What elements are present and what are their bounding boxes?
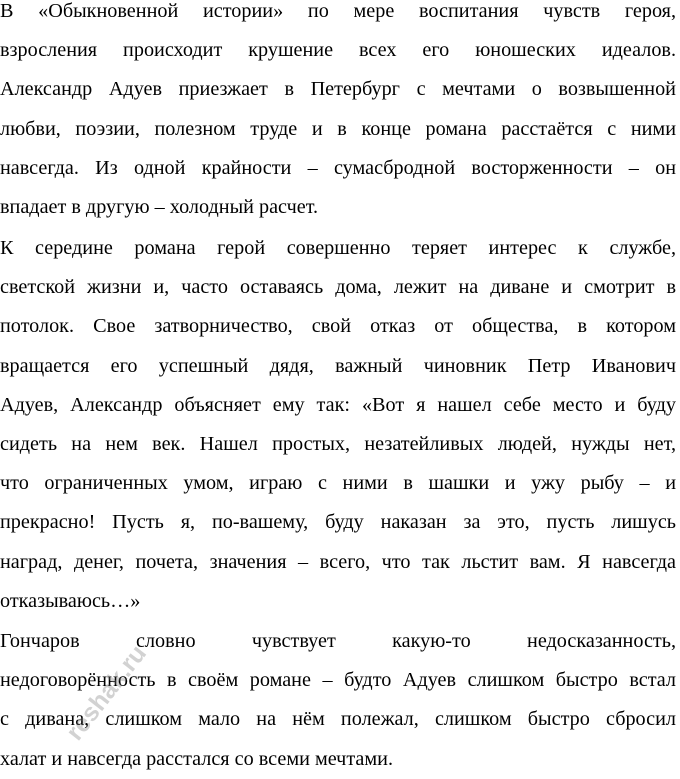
text-line: Гончаров словно чувствует какую-то недосказанность, [0,630,676,652]
text-line: что ограниченных умом, играю с ними в шашки и ужу рыбу – и [0,472,676,495]
text-line: Адуев, Александр объясняет ему так: «Вот я нашел себе место и буду [0,393,676,416]
text-line: К середине романа герой совершенно теряет интерес к службе, [0,237,676,259]
text-line: Александр Адуев приезжает в Петербург с мечтами о возвышенной [0,78,676,101]
text-line: прекрасно! Пусть я, по-вашему, буду наказан за это, пусть лишусь [0,511,676,534]
text-line: недоговорённость в своём романе – будто Адуев слишком быстро встал [0,669,676,692]
text-line: потолок. Свое затворничество, свой отказ от общества, в котором [0,315,676,338]
text-line: впадает в другую – холодный расчет. [0,195,319,218]
paragraph-1 [0,0,676,227]
text-line: навсегда. Из одной крайности – сумасбродной восторженности – он [0,156,676,179]
text-line: любви, поэзии, полезном труде и в конце романа расстаётся с ними [0,117,676,140]
text-line: халат и навсегда расстался со всеми мечтами. [0,747,393,770]
watermark-text: reshak.ru [60,639,153,746]
text-line: В «Обыкновенной истории» по мере воспитания чувств героя, [0,0,676,22]
paragraph-2 [0,229,676,621]
text-line: наград, денег, почета, значения – всего, что так льстит вам. Я навсегда [0,550,676,573]
text-line: вращается его успешный дядя, важный чиновник Петр Иванович [0,354,676,377]
paragraph-3 [0,622,676,779]
text-line: взросления происходит крушение всех его юношеских идеалов. [0,39,676,62]
text-line: светской жизни и, часто оставаясь дома, лежит на диване и смотрит в [0,276,676,299]
text-line: с дивана, слишком мало на нём полежал, слишком быстро сбросил [0,708,676,731]
text-line: отказываюсь…» [0,589,141,612]
text-line: сидеть на нем век. Нашел простых, незатейливых людей, нужды нет, [0,432,676,455]
